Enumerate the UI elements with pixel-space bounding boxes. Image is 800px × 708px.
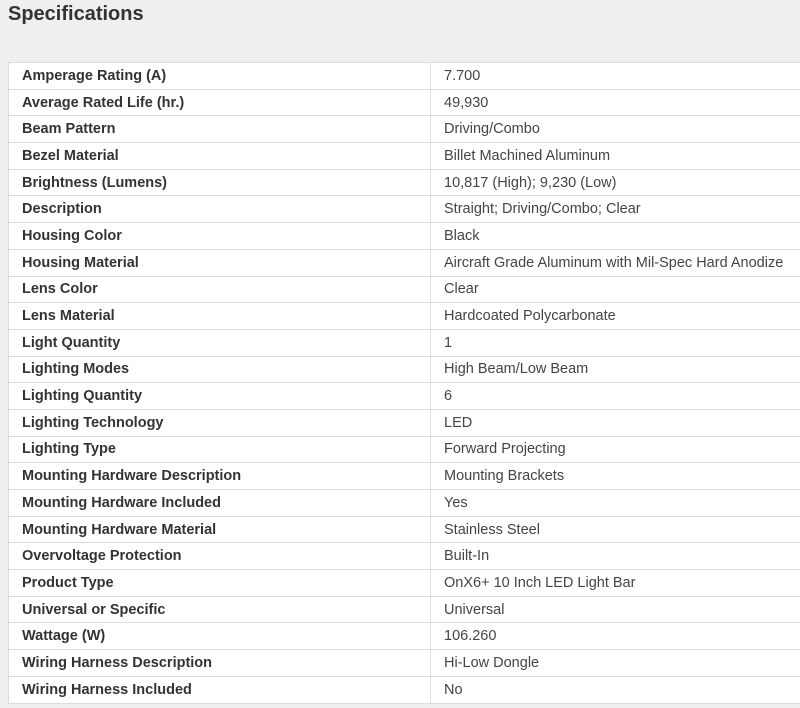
table-row: [9, 676, 800, 703]
spec-label: Lighting Modes: [9, 356, 431, 383]
spec-value: 7.700: [431, 63, 800, 90]
spec-label: Universal or Specific: [9, 596, 431, 623]
table-row: [9, 436, 800, 463]
table-row: [9, 356, 800, 383]
spec-label: Mounting Hardware Included: [9, 490, 431, 517]
spec-value: OnX6+ 10 Inch LED Light Bar: [431, 570, 800, 597]
page-title: Specifications: [8, 3, 144, 25]
spec-value: Stainless Steel: [431, 516, 800, 543]
table-row: [9, 383, 800, 410]
spec-value: Forward Projecting: [431, 436, 800, 463]
table-row: [9, 409, 800, 436]
spec-label: Description: [9, 196, 431, 223]
specifications-table: [8, 62, 800, 704]
spec-value: High Beam/Low Beam: [431, 356, 800, 383]
spec-label: Light Quantity: [9, 329, 431, 356]
table-row: [9, 490, 800, 517]
table-row: [9, 196, 800, 223]
spec-label: Lens Color: [9, 276, 431, 303]
spec-label: Lighting Technology: [9, 409, 431, 436]
table-row: [9, 463, 800, 490]
spec-value: 10,817 (High); 9,230 (Low): [431, 169, 800, 196]
spec-label: Lighting Type: [9, 436, 431, 463]
spec-label: Beam Pattern: [9, 116, 431, 143]
spec-label: Average Rated Life (hr.): [9, 89, 431, 116]
spec-label: Brightness (Lumens): [9, 169, 431, 196]
table-row: [9, 116, 800, 143]
spec-label: Bezel Material: [9, 143, 431, 170]
spec-value: Clear: [431, 276, 800, 303]
spec-value: 1: [431, 329, 800, 356]
table-row: [9, 89, 800, 116]
table-row: [9, 650, 800, 677]
spec-label: Lighting Quantity: [9, 383, 431, 410]
spec-label: Product Type: [9, 570, 431, 597]
spec-value: Hardcoated Polycarbonate: [431, 303, 800, 330]
spec-value: Driving/Combo: [431, 116, 800, 143]
spec-label: Housing Material: [9, 249, 431, 276]
table-row: [9, 516, 800, 543]
spec-label: Amperage Rating (A): [9, 63, 431, 90]
spec-value: Mounting Brackets: [431, 463, 800, 490]
table-row: [9, 249, 800, 276]
spec-value: 49,930: [431, 89, 800, 116]
table-row: [9, 169, 800, 196]
spec-label: Lens Material: [9, 303, 431, 330]
spec-label: Mounting Hardware Description: [9, 463, 431, 490]
table-row: [9, 303, 800, 330]
spec-value: No: [431, 676, 800, 703]
spec-label: Mounting Hardware Material: [9, 516, 431, 543]
spec-value: Yes: [431, 490, 800, 517]
table-row: [9, 623, 800, 650]
table-row: [9, 596, 800, 623]
spec-value: 106.260: [431, 623, 800, 650]
spec-value: Hi-Low Dongle: [431, 650, 800, 677]
spec-value: Universal: [431, 596, 800, 623]
spec-value: Aircraft Grade Aluminum with Mil-Spec Hard Anodize: [431, 249, 800, 276]
table-row: [9, 63, 800, 90]
spec-label: Wiring Harness Included: [9, 676, 431, 703]
table-row: [9, 143, 800, 170]
spec-label: Overvoltage Protection: [9, 543, 431, 570]
specifications-table-body: [9, 63, 800, 704]
spec-label: Wattage (W): [9, 623, 431, 650]
spec-value: Billet Machined Aluminum: [431, 143, 800, 170]
spec-value: 6: [431, 383, 800, 410]
table-row: [9, 223, 800, 250]
table-row: [9, 570, 800, 597]
spec-label: Wiring Harness Description: [9, 650, 431, 677]
spec-value: Straight; Driving/Combo; Clear: [431, 196, 800, 223]
spec-value: Black: [431, 223, 800, 250]
spec-value: LED: [431, 409, 800, 436]
table-row: [9, 543, 800, 570]
spec-label: Housing Color: [9, 223, 431, 250]
spec-value: Built-In: [431, 543, 800, 570]
table-row: [9, 276, 800, 303]
table-row: [9, 329, 800, 356]
